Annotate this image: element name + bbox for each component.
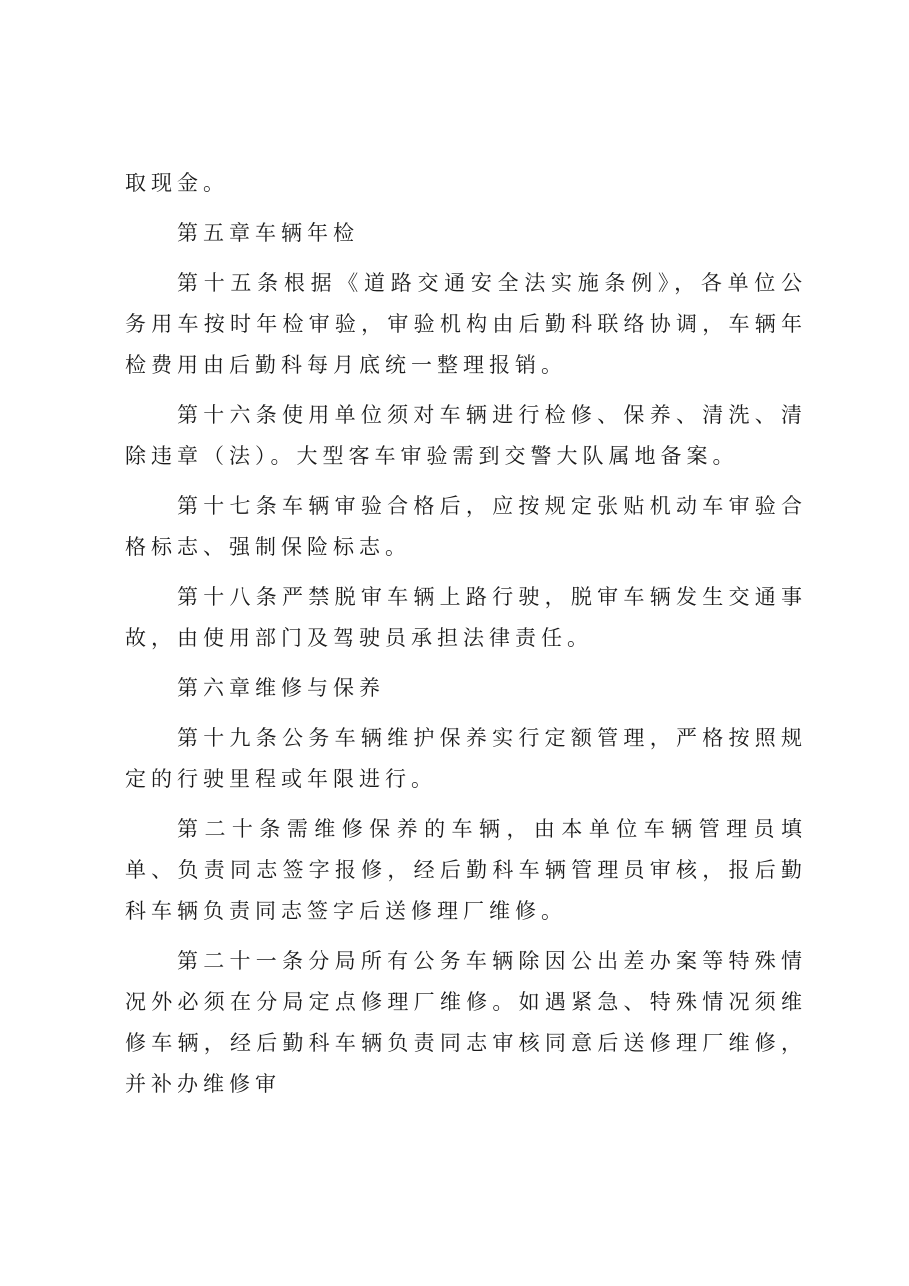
article-20: 第二十条需维修保养的车辆，由本单位车辆管理员填单、负责同志签字报修，经后勤科车辆管理员审核，报后勤科车辆负责同志签字后送修理厂维修。 (125, 817, 807, 923)
document-body (125, 163, 807, 1105)
chapter-heading-5: 第五章车辆年检 (177, 221, 359, 245)
paragraph-continuation: 取现金。 (125, 171, 229, 195)
article-15: 第十五条根据《道路交通安全法实施条例》，各单位公务用车按时年检审验，审验机构由后勤科联络协调，车辆年检费用由后勤科每月底统一整理报销。 (125, 271, 807, 377)
article-21: 第二十一条分局所有公务车辆除因公出差办案等特殊情况外必须在分局定点修理厂维修。如遇紧急、特殊情况须维修车辆，经后勤科车辆负责同志审核同意后送修理厂维修，并补办维修审 (125, 949, 807, 1096)
chapter-heading-6: 第六章维修与保养 (177, 676, 385, 700)
article-16: 第十六条使用单位须对车辆进行检修、保养、清洗、清除违章（法）。大型客车审验需到交警大队属地备案。 (125, 403, 807, 468)
article-19: 第十九条公务车辆维护保养实行定额管理，严格按照规定的行驶里程或年限进行。 (125, 726, 807, 791)
article-18: 第十八条严禁脱审车辆上路行驶，脱审车辆发生交通事故，由使用部门及驾驶员承担法律责任。 (125, 585, 807, 650)
article-17: 第十七条车辆审验合格后，应按规定张贴机动车审验合格标志、强制保险标志。 (125, 494, 807, 559)
